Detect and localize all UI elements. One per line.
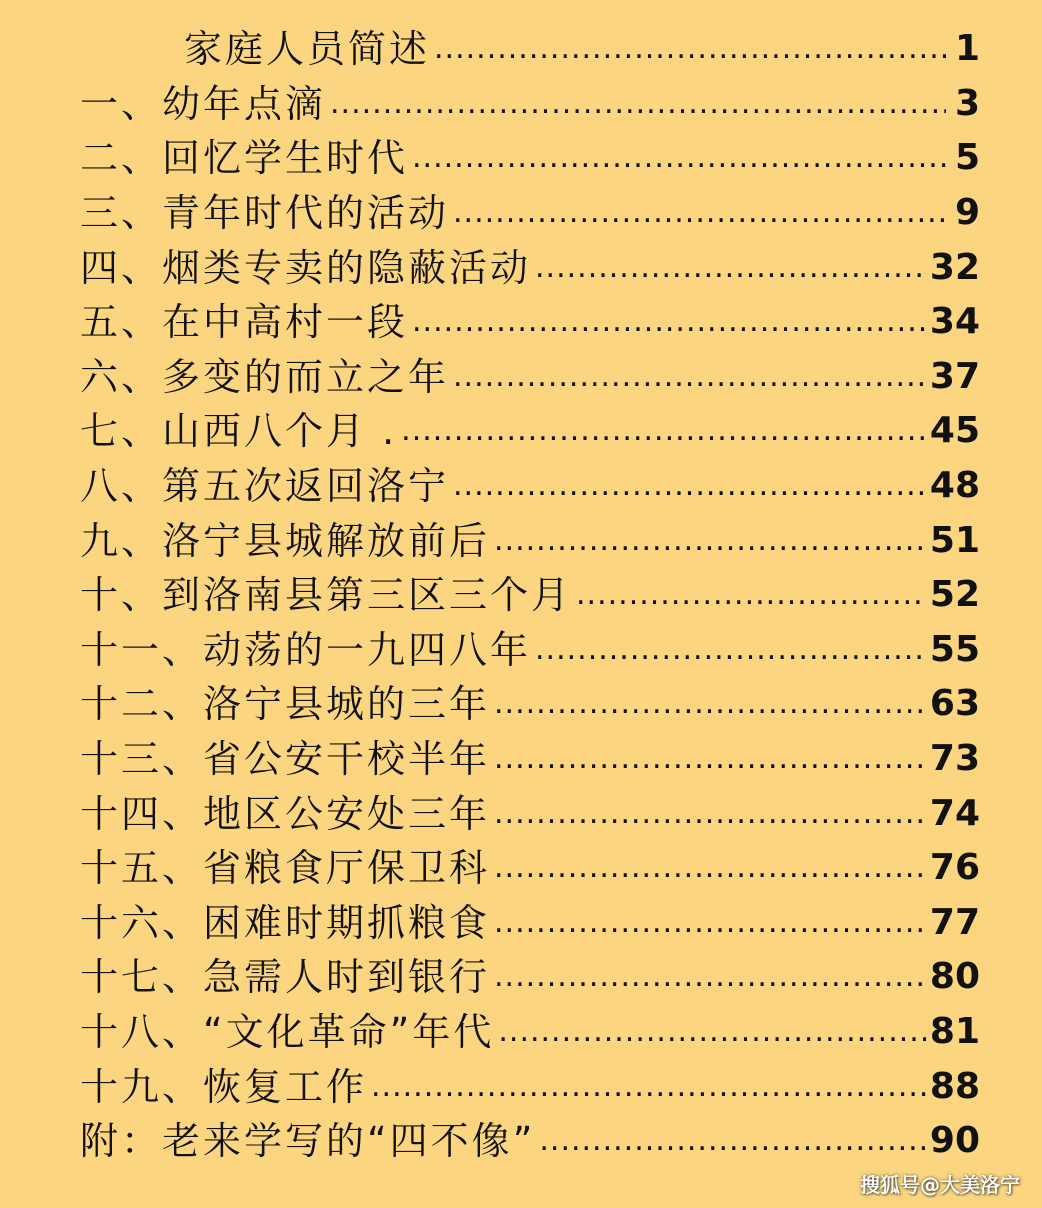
toc-entry-title: 十八、“文化革命”年代 bbox=[80, 1009, 495, 1054]
toc-leader-dots bbox=[494, 841, 926, 895]
toc-entry-page: 74 bbox=[929, 792, 980, 834]
toc-leader-dots bbox=[494, 732, 926, 786]
toc-row bbox=[80, 513, 980, 568]
toc-entry-page: 77 bbox=[929, 901, 980, 943]
toc-row bbox=[80, 350, 980, 405]
toc-entry-page: 90 bbox=[929, 1120, 980, 1162]
toc-leader-dots bbox=[453, 186, 946, 240]
toc-leader-dots bbox=[401, 404, 926, 458]
toc-leader-dots bbox=[412, 131, 946, 185]
toc-row bbox=[80, 732, 980, 787]
toc-row bbox=[80, 677, 980, 732]
toc-entry-title: 家庭人员简述 bbox=[184, 27, 431, 72]
toc-entry-page: 88 bbox=[929, 1065, 980, 1107]
toc-entry-page: 5 bbox=[954, 137, 980, 179]
toc-row bbox=[80, 623, 980, 678]
toc-leader-dots bbox=[453, 350, 926, 404]
toc-row bbox=[80, 240, 980, 295]
toc-entry-page: 34 bbox=[929, 301, 980, 343]
toc-entry-page: 45 bbox=[929, 410, 980, 452]
toc-entry-title: 二、回忆学生时代 bbox=[80, 136, 409, 181]
toc-row bbox=[80, 22, 980, 77]
toc-row bbox=[80, 131, 980, 186]
toc-entry-title: 四、烟类专卖的隐蔽活动 bbox=[80, 245, 532, 290]
toc-leader-dots bbox=[330, 77, 946, 131]
toc-entry-page: 55 bbox=[929, 628, 980, 670]
toc-entry-page: 63 bbox=[929, 683, 980, 725]
toc-entry-title: 八、第五次返回洛宁 bbox=[80, 464, 450, 509]
toc-entry-title: 十三、省公安干校半年 bbox=[80, 737, 491, 782]
toc-leader-dots bbox=[535, 623, 926, 677]
toc-entry-title: 七、山西八个月 . bbox=[80, 409, 398, 454]
watermark: 搜狐号@大美洛宁 bbox=[860, 1173, 1020, 1197]
toc-entry-page: 32 bbox=[929, 246, 980, 288]
toc-row bbox=[80, 1059, 980, 1114]
toc-entry-title: 十四、地区公安处三年 bbox=[80, 791, 491, 836]
toc-leader-dots bbox=[412, 295, 926, 349]
toc-row bbox=[80, 77, 980, 132]
toc-row bbox=[80, 459, 980, 514]
toc-entry-title: 三、青年时代的活动 bbox=[80, 191, 450, 236]
toc-row bbox=[80, 295, 980, 350]
toc-leader-dots bbox=[371, 1060, 926, 1114]
toc-row bbox=[80, 896, 980, 951]
toc-entry-page: 52 bbox=[929, 574, 980, 616]
table-of-contents bbox=[80, 22, 980, 1168]
toc-leader-dots bbox=[494, 787, 926, 841]
toc-entry-title: 十二、洛宁县城的三年 bbox=[80, 682, 491, 727]
toc-leader-dots bbox=[494, 514, 926, 568]
toc-entry-page: 51 bbox=[929, 519, 980, 561]
toc-row bbox=[80, 950, 980, 1005]
toc-entry-page: 80 bbox=[929, 956, 980, 998]
toc-entry-title: 十六、困难时期抓粮食 bbox=[80, 900, 491, 945]
toc-entry-page: 76 bbox=[929, 847, 980, 889]
toc-row bbox=[80, 1005, 980, 1060]
toc-entry-title: 五、在中高村一段 bbox=[80, 300, 409, 345]
toc-leader-dots bbox=[453, 459, 926, 513]
toc-entry-page: 3 bbox=[954, 82, 980, 124]
toc-entry-title: 十、到洛南县第三区三个月 bbox=[80, 573, 573, 618]
toc-leader-dots bbox=[434, 22, 946, 76]
toc-row bbox=[80, 568, 980, 623]
toc-entry-page: 81 bbox=[929, 1010, 980, 1052]
toc-entry-title: 九、洛宁县城解放前后 bbox=[80, 518, 491, 563]
toc-entry-title: 六、多变的而立之年 bbox=[80, 354, 450, 399]
toc-entry-page: 9 bbox=[954, 192, 980, 234]
toc-entry-title: 一、幼年点滴 bbox=[80, 81, 327, 126]
toc-entry-title: 十一、动荡的一九四八年 bbox=[80, 627, 532, 672]
toc-entry-title: 十五、省粮食厅保卫科 bbox=[80, 846, 491, 891]
toc-entry-page: 48 bbox=[929, 465, 980, 507]
toc-leader-dots bbox=[494, 677, 926, 731]
toc-row bbox=[80, 1114, 980, 1169]
toc-leader-dots bbox=[494, 950, 926, 1004]
toc-leader-dots bbox=[576, 568, 926, 622]
toc-entry-page: 73 bbox=[929, 738, 980, 780]
toc-leader-dots bbox=[494, 896, 926, 950]
toc-entry-page: 37 bbox=[929, 355, 980, 397]
toc-row bbox=[80, 841, 980, 896]
toc-row bbox=[80, 786, 980, 841]
toc-entry-title: 十七、急需人时到银行 bbox=[80, 955, 491, 1000]
toc-row bbox=[80, 186, 980, 241]
toc-entry-title: 附：老来学写的“四不像” bbox=[80, 1119, 536, 1164]
toc-leader-dots bbox=[535, 241, 926, 295]
toc-row bbox=[80, 404, 980, 459]
toc-entry-page: 1 bbox=[954, 28, 980, 70]
toc-entry-title: 十九、恢复工作 bbox=[80, 1064, 368, 1109]
toc-leader-dots bbox=[539, 1114, 926, 1168]
toc-leader-dots bbox=[498, 1005, 926, 1059]
